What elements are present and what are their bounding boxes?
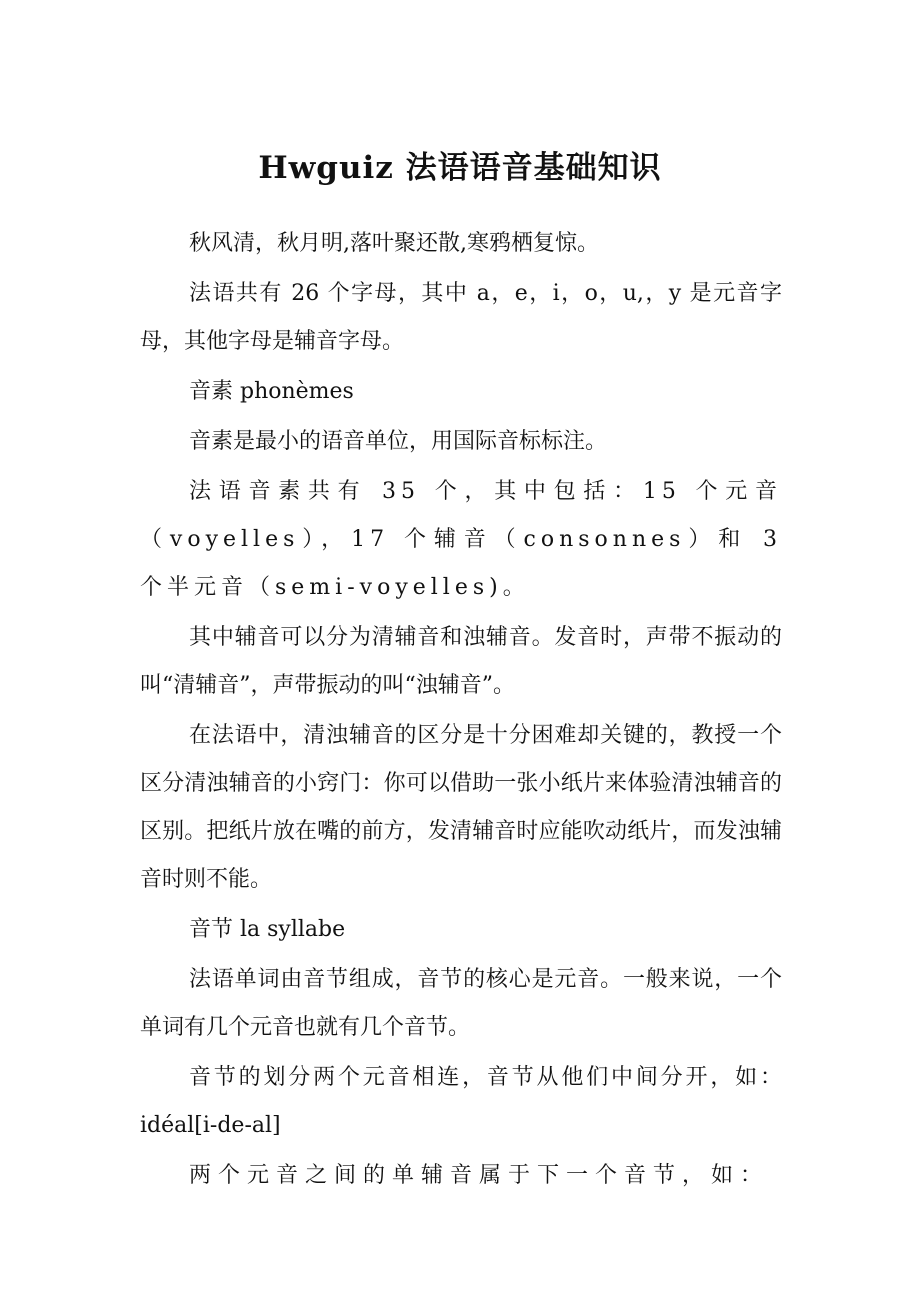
paragraph-syllable-division: 音节的划分两个元音相连，音节从他们中间分开，如：idéal[i-de-al] <box>140 1065 782 1138</box>
paragraph-single-consonant: 两个元音之间的单辅音属于下一个音节，如： <box>189 1163 770 1188</box>
paragraph-poem: 秋风清，秋月明,落叶聚还散,寒鸦栖复惊。 <box>189 231 599 256</box>
paragraph-phoneme-count: 法语音素共有 35 个，其中包括：15 个元音（voyelles），17 个辅音（consonnes）和 3 个半元音（semi-voyelles)。 <box>140 479 782 600</box>
paragraph-syllable-definition: 法语单词由音节组成，音节的核心是元音。一般来说，一个单词有几个元音也就有几个音节。 <box>140 967 782 1040</box>
heading-syllable: 音节 la syllabe <box>189 917 346 942</box>
paragraph-paper-tip: 在法语中，清浊辅音的区分是十分困难却关键的，教授一个区分清浊辅音的小窍门：你可以借助一张小纸片来体验清浊辅音的区别。把纸片放在嘴的前方，发清辅音时应能吹动纸片，而发浊辅音时则不能。 <box>140 723 782 892</box>
document-title: Hwguiz 法语语音基础知识 <box>258 150 662 186</box>
paragraph-voiced-voiceless: 其中辅音可以分为清辅音和浊辅音。发音时，声带不振动的叫“清辅音”，声带振动的叫“浊辅音”。 <box>140 625 782 698</box>
paragraph-alphabet: 法语共有 26 个字母，其中 a，e，i，o，u,，y 是元音字母，其他字母是辅音字母。 <box>140 281 782 354</box>
paragraph-phoneme-definition: 音素是最小的语音单位，用国际音标标注。 <box>189 429 608 454</box>
document-body <box>140 220 782 1202</box>
heading-phonemes: 音素 phonèmes <box>189 379 354 404</box>
